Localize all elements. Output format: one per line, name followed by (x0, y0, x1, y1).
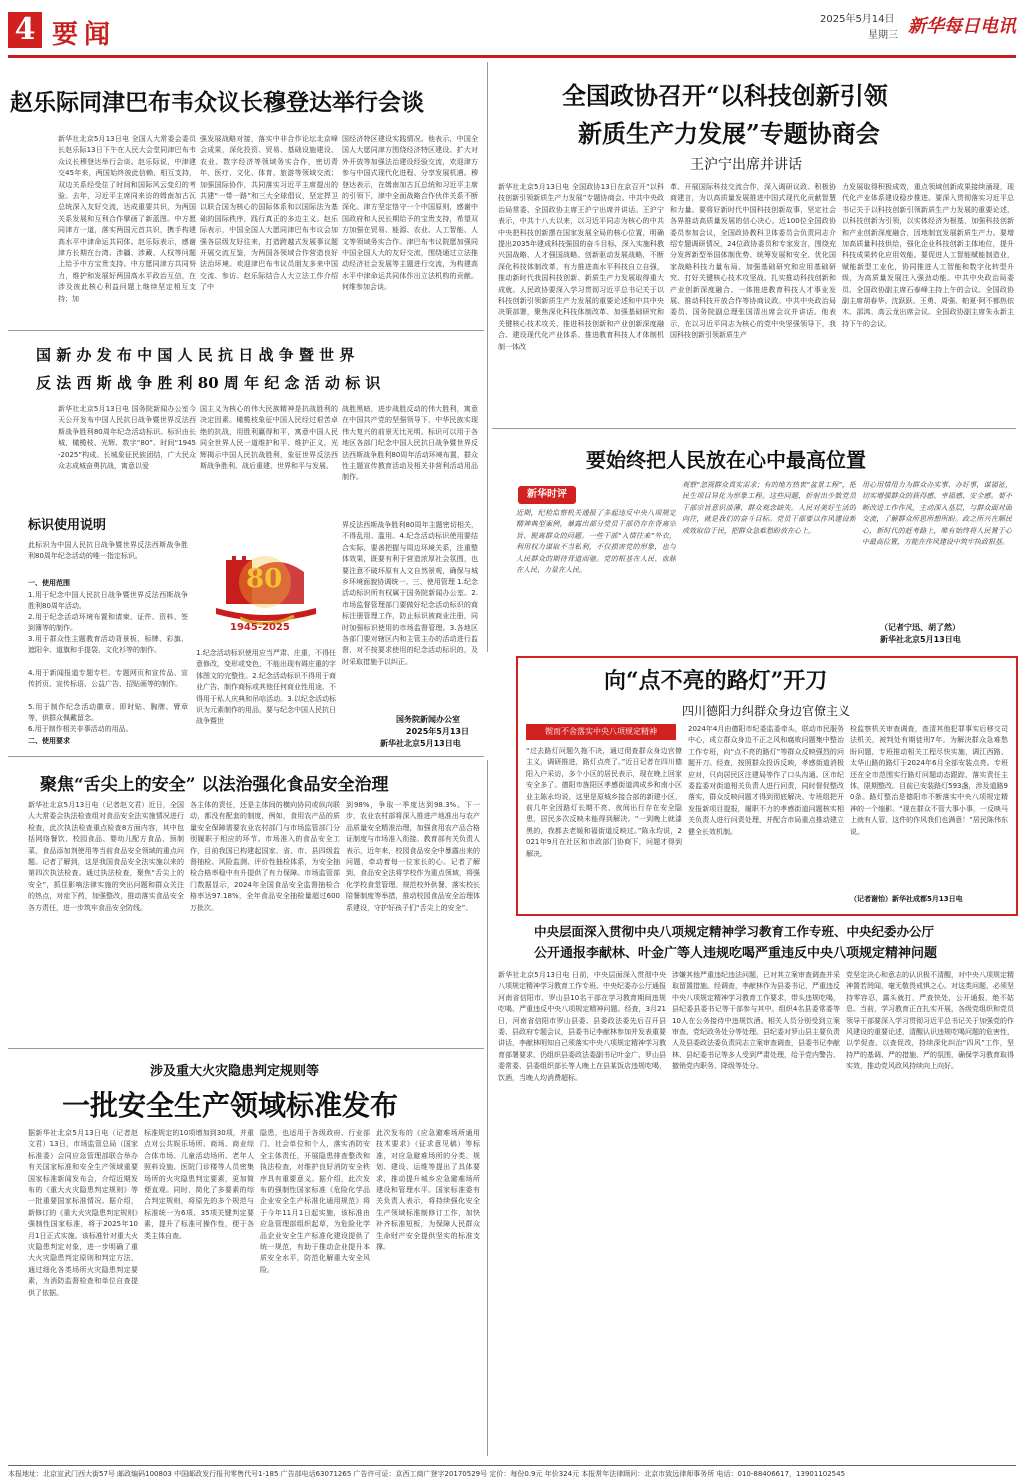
article-anquan-col2: 标准规定的10项增加到30项，并重点对公共娱乐场所、商场、商业综合体市场、儿童活动场所、老年人照料设施、医院门诊楼等人员密集场所的火灾隐患判定要素，更加简便直观。同时，简化了多要素的综合判定规则，将原先的多个规范与标准统一为6项、35项关键判定要素，提升了标准可操作性，便于各类主体自查。 (144, 1129, 254, 1240)
article-shipin-col2: 各主体的责任，还是主体间的横向协同或纵向联动，都没有配套的制度，例如，食用农产品的质量安全保障需要农业农村部门与市场监管部门分别履职于相应的环节。市场准入的食品安全工作，目前我国已构建起国家、省、市、县四级监督抽检、风险监测、评价性抽检体系，为安全抽检合格率稳中有升提供了有力保障。市场监管部门数据显示，2024年全国食品安全监督抽检合格率达97.18%，全年食品安全抽检量超过600万批次。 (190, 801, 340, 912)
commentary-badge: 新华时评 (518, 486, 576, 504)
usage-item: 5.用于制作纪念活动徽章、即时贴、胸牌、臂章等，供群众佩戴留念。 (28, 703, 188, 723)
headline-anquan: 一批安全生产领域标准发布 (62, 1089, 399, 1122)
article-biaoshi-col1: 新华社北京5月13日电 国务院新闻办公室今天公开发布中国人民抗日战争暨世界反法西斯战争胜利80周年纪念活动标识。标识由长城、橄榄枝、光辉、数字“80”、时间“1945-2025”构成。长城象征民族团结，广大民众众志成城奋勇抗战，寓意以爱 (58, 405, 196, 471)
headline-deyang: 向“点不亮的路灯”开刀 (604, 668, 828, 694)
headline-zhengxie-line1: 全国政协召开“以科技创新引领 (562, 81, 888, 110)
article-anquan-col3: 隐患，也适用于各级政府、行业部门、社会单位和个人，落实消防安全主体责任，开展隐患排查整改和执法检查，对维护良好消防安全秩序具有重要意义。据介绍，此次发布的强制性国家标准《危险化学品企业安全生产标准化通用规范》将于今年11月1日起实施，该标准由应急管理部组织起草，为危险化学品企业安全生产标准化建设提供了统一规范，有助于推动企业提升本质安全水平，防范化解重大安全风险。 (260, 1129, 370, 1274)
subhead-zhengxie: 王沪宁出席并讲话 (690, 157, 802, 173)
headline-shipin: 聚焦“舌尖上的安全” 以法治强化食品安全治理 (40, 775, 389, 795)
subhead-anquan: 涉及重大火灾隐患判定规则等 (150, 1064, 320, 1079)
article-deyang-col3: 检监察机关审查调查，查清其他犯罪事实后移交司法机关，被判处有期徒刑7年。为解决群众急难愁盼问题，专班推动相关工程尽快实施，调江西路、太华山路的路灯于2024年6月全部安装点亮。专班还在全市范围实行路灯问题动态跟踪，落实责任主体，限期整改。目前已安装路灯593盏，涉及道路90条。路灯整治是德阳市不断落实中央八项规定精神的一个缩影。“现在群众不管大事小事，一反映马上就有人管，这件的作风我们也满意！”居民陈伟东说。 (850, 725, 1008, 836)
article-zhongjiwei-col1: 新华社北京5月13日电 日前，中央层面深入贯彻中央八项规定精神学习教育工作专班、中央纪委办公厅通报河南省信阳市、罗山县10名干部在学习教育期间违规吃喝、严重违反中央八项规定精神问题。经查，3月21日，河南省信阳市罗山县委、县委政法委先后召开县委、县政府专题会议，县委书记李献林参加并发表重要讲话，李献林明知自己须落实中央八项规定精神学习教育部署要求，仍组织县委政法委副书记叶金广、罗山县委常委、县委组织部长等人晚上在县某饭店违规吃喝，饮酒，当晚人均消费超标。 (498, 971, 666, 1082)
section-divider (492, 428, 1016, 429)
article-anquan-col1: 据新华社北京5月13日电（记者赵文君）13日，市场监管总局（国家标准委）会同应急管理部联合举办有关国家标准和安全生产领域重要国家标准新闻发布会，介绍近期发布的《重大火灾隐患判定规则》等一批重要国家标准情况。据介绍，新修订的《重大火灾隐患判定规则》强制性国家标准，将于2025年10月1日正式实施。该标准针对重大火灾隐患判定对象，进一步明确了重大火灾隐患判定原则和判定方法，通过细化各类场所火灾隐患判定要素，为消防监督检查和单位自查提供了依据。 (28, 1129, 138, 1297)
column-divider (487, 62, 488, 652)
article-shipin-col1: 新华社北京5月13日电（记者赵文君）近日，全国人大常委会执法检查组对食品安全法实施情况进行检查，此次执法检查重点检查8方面内容，其中包括网络餐饮、校园食品、婴幼儿配方食品、预制菜、食品添加剂使用等当前食品安全领域的重点问题。记者了解到，这是我国食品安全法实施以来的第四次执法检查。通过执法检查，聚焦“舌尖上的安全”，抓住影响法律实施的突出问题和群众关注的热点，对症下药，加强整改，推动落实食品安全各方责任，进一步筑牢食品安全防线。 (28, 801, 184, 912)
section-name: 要闻 (52, 20, 117, 50)
reporter-deyang: （记者谢怡）新华社成都5月13日电 (850, 895, 963, 903)
logo-number: 80 (246, 564, 283, 594)
headline-zhongjiwei-line2: 公开通报李献林、叶金广等人违规吃喝严重违反中央八项规定精神问题 (534, 946, 938, 961)
article-biaoshi-col4: 1.纪念活动标识使用应当严肃、庄重，不得任意修改，变形或变色，不能出现有碍庄重的字体图文的完整性。2.纪念活动标识不得用于商业广告、制作商标或其他任何商业性用途，不得用于私人庆典和吊唁活动。3.以纪念活动标识为元素制作的用品，要与纪念中国人民抗日战争暨世 (196, 649, 336, 726)
article-qunzhong-col3: 用心用情用力为群众办实事、办好事，谋福祉，切实增强群众的获得感、幸福感、安全感。要不断改进工作作风，主动深入基层，与群众面对面交流，了解群众所思所想所盼。政之所兴在顺民心，新时代的赶考路上，唯有始终将人民置于心中最高位置，方能在作风建设中筑牢执政根基。 (862, 481, 1012, 547)
reporter-qunzhong: （记者宁迅、胡了然） (880, 623, 960, 632)
article-biaoshi-col2: 国主义为核心的伟大民族精神是抗战胜利的决定因素。橄榄枝象征中国人民经过艰苦卓绝的抗战，用胜利赢得和平，寓意中国人民同全世界人民一道维护和平、维护正义，光辉揭示中国人民抗战胜利，象征世界反法西斯战争胜利、战后重建、世界和平与发展、 (200, 405, 338, 471)
article-anquan-col4: 此次发布的《应急避难场所通用技术要求》（征求意见稿）等标准，对应急避难场所的分类、规划、建设、运维等提出了具体要求，推动提升城乡应急避难场所建设和管理水平。国家标准委有关负责人表示，将持续强化安全生产领域标准制修订工作，加快补齐标准短板，为保障人民群众生命财产安全提供坚实的标准支撑。 (376, 1129, 480, 1252)
usage-item: 1.用于纪念中国人民抗日战争暨世界反法西斯战争胜利80周年活动。 (28, 591, 188, 611)
usage-item: 6.用于制作相关非事活动的用品。 (28, 725, 133, 733)
usage-item: 2.用于纪念活动环境布置和请柬、证件、资料、签到簿等的制作。 (28, 613, 188, 633)
article-zhengxie-col2: 革、开展国际科技交流合作，深入调研议政、积极协商建言，为以高质量发展推进中国式现代化贡献智慧和力量。要将好新时代中国科技创新故事，坚定社会各界推动高质量发展的信心决心。近100位全国政协委员参加会议，全国政协教科卫体委员会负责同志介绍专题调研情况，24位政协委员和专家发言，围绕充分发挥新型举国体制优势、统筹发展和安全、优化国家战略科技力量布局、加强基础研究和应用基础研究、打好关键核心技术攻坚战、扎实推动科技创新和产业创新深度融合、一体推进教育科技人才事业发展、推动科技开放合作等协商议政。中共中央政治局委员、国务院副总理张国清出席会议并讲话。他表示，在以习近平同志为核心的党中央坚强领导下，我国科技创新引领新质生产 (670, 183, 836, 340)
column-divider (487, 760, 488, 1456)
usage-item: 3.用于群众性主题教育活动背景板、标牌、彩旗、遮阳伞、道旗和手提袋、文化衫等的制作。 (28, 635, 188, 655)
logo-years: 1945-2025 (230, 622, 290, 633)
signature-org: 国务院新闻办公室 (396, 715, 460, 724)
headline-zhongjiwei-line1: 中央层面深入贯彻中央八项规定精神学习教育工作专班、中央纪委办公厅 (534, 924, 935, 939)
headline-biaoshi-line2: 反 法 西 斯 战 争 胜 利 80 周 年 纪 念 活 动 标 识 (36, 374, 381, 392)
usage-heading-2: 二、使用要求 (28, 737, 70, 745)
anniversary-logo (196, 512, 334, 640)
campaign-tag: 锲而不舍落实中央八项规定精神 (526, 724, 676, 740)
usage-title: 标识使用说明 (28, 518, 107, 533)
article-biaoshi-col3: 战胜黑暗，进步战胜反动的伟大胜利，寓意在中国共产党的坚强领导下，中华民族实现伟大复兴的前景无比光明。标识可以用于各地区各部门纪念中国人民抗日战争暨世界反法西斯战争胜利80周年活动环境布置，群众性主题宣传教育活动及相关非营利活动用品制作。 (342, 405, 478, 482)
article-zhao-col2: 强发展战略对接，落实中非合作论坛北京峰会成果，深化投资、贸易、基础设施建设、农业、数字经济等领域务实合作，密切青年、医疗、文化、体育、旅游等领域交流；加强国际协作，共同落实习近平主席提出的共建“一带一路”和三大全球倡议，坚定捍卫以联合国为核心的国际体系和以国际法为基础的国际秩序，践行真正的多边主义。赵乐际表示，中国全国人大愿同津巴布韦议会加强各层级友好往来，打造跨越式发展事议题开展交流互鉴，为两国各领域合作营造良好法治环境。欢迎津巴布韦议员朋友多来中国交流、参访。赵乐际结合人大立法工作介绍了中 (200, 135, 338, 292)
article-qunzhong-col2: 观察“忽视群众真实需求；有的地方热衷“盆景工程”，把民生项目异化为形象工程。这些问题，折射出少数党员干部宗旨意识淡薄、群众观念缺失。人民对美好生活的向往，就是我们的奋斗目标。党员干部要以作风建设新成效取信于民，把群众急难愁盼放在心上。 (682, 481, 856, 535)
article-qunzhong-col1: 近期，纪检监察机关通报了多起违反中央八项规定精神典型案例，暴露出部分党员干部仍存在背离宗旨、脱离群众的问题。一些干部“入情往来”外衣，利用权力谋取不当私利，不仅损害党的形象，也与人民群众的期待背道而驰。党的根基在人民、血脉在人民、力量在人民。 (516, 509, 676, 575)
article-zhengxie-col1: 新华社北京5月13日电 全国政协13日在京召开“以科技创新引领新质生产力发展”专题协商会。中共中央政治局常委、全国政协主席王沪宁出席并讲话。王沪宁表示，中共十八大以来，以习近平同志为核心的中共中央把科技创新摆在国家发展全局的核心位置，明确提出2035年建成科技强国的奋斗目标，深入实施科教兴国战略、人才强国战略、创新驱动发展战略，不断深化科技体制改革，有力推进高水平科技自立自强，推动新时代我国科技创新、新质生产力发展取得重大成就。人民政协要深入学习贯彻习近平总书记关于以科技创新引领新质生产力发展的重要论述和中共中央决策部署，聚焦深化科技体制改革、加强基础研究和关键核心技术攻关、推进科技创新和产业创新深度融合、建设现代化产业体系、推进教育科技人才体制机制一体改 (498, 183, 664, 351)
newspaper-footer: 本报地址：北京宣武门西大街57号 邮政编码100803 中国邮政发行报刊零售代号1-185 广告部电话63071265 广告许可证：京西工商广登字20170529号 定价：每份0.9元 年价324元 本报常年法律顾问：北京市致远律师事务所 电话：010-88406617，13901102545 (8, 1465, 1016, 1479)
headline-zhao: 赵乐际同津巴布韦众议长穆登达举行会谈 (10, 89, 424, 116)
headline-biaoshi-line1: 国 新 办 发 布 中 国 人 民 抗 日 战 争 暨 世 界 (36, 346, 355, 364)
article-deyang-col1: “过去路灯问题久拖不决，通过彻查群众身边官僚主义，调研推进，路灯点亮了。”近日记者在四川德阳入户采访，多个小区的居民表示，现在晚上回家安全多了。德阳市旌阳区孝感街道鸿成乡和南小区业主陈永均说，这里是原城乡接合部的新建小区，前几年全因路灯长期不亮、夜间出行存在安全隐患，居民多次反映未能得到解决。“一到晚上就漆黑的，我都去老媛和福街道反映过。”陈永均说，2021年9月在社区和市政部门协商下，问题才得到解决。 (526, 747, 682, 858)
article-deyang-col2: 2024年4月由德阳市纪委监委牵头，联动市民服务中心，成立群众身边不正之风和腐败问题集中整治工作专班，向“点不亮的路灯”等群众反映强烈的问题开刀。经查，按照群众投诉反映，孝感街道消极应对，只向居民区注建局等作了口头沟通。区市纪委监委对街道相关负责人进行问责，同时督促整改落实，群众反映问题才得到彻底解决。专班组把开发报新项目提报，履职不力的孝感街道问题核实相关负责人进行问责处理，并配合市局重点推动建立健全长效机制。 (688, 725, 844, 836)
newspaper-brand: 新华每日电讯 (908, 16, 1016, 37)
article-zhao-col3: 国经济特区建设实践情况。他表示，中国全国人大愿同津方围绕经济特区建设、扩大对外开放等加强法治建设经验交流，欢迎津方参与中国式现代化进程、分享发展机遇。穆登达表示，在姆南加古瓦总统和习近平主席的引领下，津中全面战略合作伙伴关系不断深化。津方坚定恪守一个中国原则，感谢中国政府和人民长期给予的宝贵支持，希望双方加强在贸易、能源、农业、人工智能、人文等领域务实合作。津巴布韦议院愿加强同中国全国人大的友好交流，围绕通过立法推动经济社会发展等主题进行交流，为构建高水平中津命运共同体作出立法机构的贡献。何维参加会谈。 (342, 135, 478, 292)
signature-dateline: 新华社北京5月13日电 (380, 739, 461, 748)
signature-date: 2025年5月13日 (406, 727, 469, 736)
article-zhongjiwei-col2: 涉嫌其他严重违纪违法问题，已对其立案审查调查并采取留置措施。经调查，李献林作为县委书记，严重违反中央八项规定精神学习教育工作要求，带头违规吃喝，县纪委县委书记等干部参与其中。组织4名县委常委等10人在公务接待中违规饮酒。相关人员分别受到立案审查、党纪政务处分等处理。县纪委对罗山县主要负责人及县委政法委负责同志立案审查调查，县委书记李献林、县纪委书记等多人受到严肃处理，给予党内警告、撤销党内职务、降级等处分。 (672, 971, 840, 1071)
headline-qunzhong: 要始终把人民放在心中最高位置 (586, 448, 866, 472)
section-divider (8, 330, 484, 331)
headline-zhengxie-line2: 新质生产力发展”专题协商会 (578, 119, 880, 148)
section-divider (8, 756, 484, 757)
article-zhao-col1: 新华社北京5月13日电 全国人大常委会委员长赵乐际13日下午在人民大会堂同津巴布韦众议长穆登达举行会谈。赵乐际说，中津建交45年来，两国始终彼此信赖、相互支持，双边关系经受住了时间和国际风云变幻的考验。去年，习近平主席同来访的姆南加古瓦总统深入友好交流，达成重要共识，为两国关系发展和互利合作擘画了新蓝图。中方愿同津方一道，落实两国元首共识，携手构建高水平中津命运共同体。赵乐际表示，感谢津方长期在台湾、涉疆、涉藏、人权等问题上给予中方宝贵支持。中方愿同津方共同努力，维护和发展好两国高水平政治互信，在涉及彼此核心利益问题上继续坚定相互支持；加 (58, 135, 196, 303)
section-divider (8, 1048, 484, 1049)
issue-date: 2025年5月14日 (820, 14, 895, 25)
issue-weekday: 星期三 (868, 30, 898, 41)
article-zhongjiwei-col3: 党坚定决心和意志的认识极不清醒，对中央八项规定精神置若罔闻，毫无敬畏戒惧之心。对这类问题，必须坚持零容忍，露头就打，严查快处，公开通报，绝不姑息。当前，学习教育正在扎实开展，各级党组织和党员领导干部要深入学习贯彻习近平总书记关于加强党的作风建设的重要论述，清醒认识违规吃喝问题的危害性，以学促查、以查促改，持续深化纠治“四风”工作，坚持严的基调、严的措施、严的氛围，确保学习教育取得实效，推动党风政风持续向上向好。 (846, 971, 1014, 1071)
usage-intro: 此标识为中国人民抗日战争暨世界反法西斯战争胜利80周年纪念活动的唯一指定标识。 (28, 541, 188, 561)
article-zhengxie-col3: 力发展取得积极成效，重点领域创新成果接续涌现，现代化产业体系建设稳步推进。要深入贯彻落实习近平总书记关于以科技创新引领新质生产力发展的重要论述，以科技创新为引领，以实体经济为根基，加强科技创新和产业创新深度融合，因地制宜发展新质生产力。要增加高质量科技供给，强化企业科技创新主体地位，提升科技成果转化应用效能。要促进人工智能赋能制造业，赋能新型工业化，协同推进人工智能和数字化转型升级，为高质量发展注入强劲动能。中共中央政治局委员、全国政协副主席石泰峰主持上午的会议。全国政协副主席胡春华、沈跃跃、王勇、周强、帕夏·阿不都热依木、邵鸿、高云龙出席会议。全国政协副主席朱永新主持下午的会议。 (842, 183, 1014, 328)
usage-item: 4.用于新闻报道专题专栏、专题网页和宣传品、宣传折页、宣传标语、公益广告、招贴画等的制作。 (28, 669, 188, 689)
subhead-deyang: 四川德阳力纠群众身边官僚主义 (682, 704, 851, 718)
dateline-qunzhong: 新华社北京5月13日电 (880, 635, 961, 644)
article-shipin-col3: 到98%，争取一季度达到98.3%。下一步，农业农村部将深入推进产地准出与农产品质量安全精准治理，加强食用农产品合格证制度与市场准入衔接。教育部有关负责人表示，近年来，校园食品安全中暴露出来的问题，牵动着每一位家长的心。记者了解到，食品安全法将学校作为重点领域，将强化学校食堂管理、规范校外供餐、落实校长陪餐制度等举措，推动校园食品安全治理体系建设，守护好孩子们“舌尖上的安全”。 (346, 801, 480, 912)
article-biaoshi-col5: 界反法西斯战争胜利80周年主题密切相关，不得乱用、滥用。4.纪念活动标识使用要结合实际，要善把握与周边环境关系，注重整体效果，既要有利于营造浓厚社会氛围，也要注意不破坏原有人文自然景观，确保与城乡环境面貌协调统一。三、使用管理 1.纪念活动标识所有权属于国务院新闻办公室。2.市场监督管理部门要做好纪念活动标识的商标注册管理工作，防止标识被商业注册，同时加强标识使用的市场监督管理。3.各地区各部门要对辖区内和主管主办的活动进行监督，对不按要求使用的纪念活动标识的，及时采取措施予以纠正。 (342, 521, 478, 666)
masthead-rule (8, 55, 1016, 58)
page-number: 4 (8, 12, 42, 48)
usage-heading-1: 一、使用范围 (28, 579, 70, 587)
